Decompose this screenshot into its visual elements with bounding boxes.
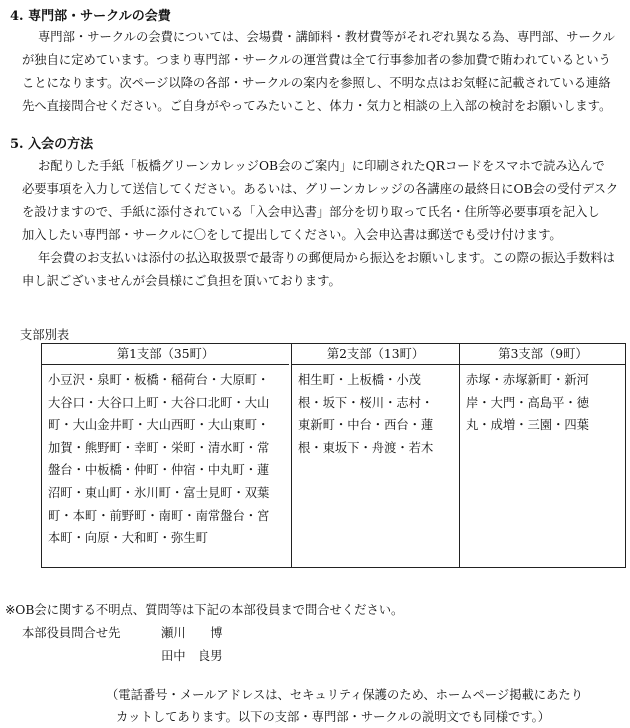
- contact-name: 田中 良男: [161, 649, 223, 663]
- town-list-line: 赤塚・赤塚新町・新河: [466, 373, 589, 387]
- branch-3-column: [459, 344, 626, 567]
- town-list-line: 大谷口・大谷口上町・大谷口北町・大山: [48, 395, 270, 410]
- town-list-line: 丸・成増・三園・四葉: [466, 418, 589, 433]
- town-list-line: 町・大山金井町・大山西町・大山東町・: [48, 418, 270, 433]
- contact-name: 瀬川 博: [161, 626, 223, 640]
- branch-1-header: 第1支部（35町）: [42, 344, 289, 365]
- branch-table-caption: 支部別表: [20, 328, 70, 342]
- contact-label: 本部役員問合せ先: [22, 626, 121, 640]
- town-list-line: 本町・向原・大和町・弥生町: [48, 531, 208, 546]
- section-5-heading: 5. 入会の方法: [10, 137, 94, 152]
- section-5-line: を設けますので、手紙に添付されている「入会申込書」部分を切り取って氏名・住所等必要事項を記入し: [22, 205, 600, 219]
- footer-note-line: （電話番号・メールアドレスは、セキュリティ保護のため、ホームページ掲載にあたり: [106, 688, 583, 702]
- branch-3-towns: [466, 369, 622, 437]
- contact-note: ※OB会に関する不明点、質問等は下記の本部役員まで問合せください。: [5, 603, 404, 617]
- town-list-line: 岸・大門・高島平・徳: [466, 395, 589, 410]
- town-list-line: 東新町・中台・西台・蓮: [298, 418, 434, 433]
- branch-2-towns: [298, 369, 455, 459]
- section-5-line: 加入したい専門部・サークルに〇をして提出してください。入会申込書は郵送でも受け付けます。: [22, 228, 562, 242]
- footer-note-line: カットしてあります。以下の支部・専門部・サークルの説明文でも同様です。）: [116, 710, 551, 724]
- branch-2-header: 第2支部（13町）: [292, 344, 459, 365]
- town-list-line: 町・本町・前野町・南町・南常盤台・宮: [48, 508, 270, 523]
- branch-1-column: [42, 344, 289, 567]
- town-list-line: 根・東坂下・舟渡・若木: [298, 440, 434, 455]
- section-4-line: が独自に定めています。つまり専門部・サークルの運営費は全て行事参加者の参加費で賄われているという: [22, 53, 611, 67]
- section-4-line: ことになります。次ページ以降の各部・サークルの案内を参照し、不明な点はお気軽に記載されている連絡: [22, 76, 611, 90]
- town-list-line: 盤台・中板橋・仲町・仲宿・中丸町・蓮: [48, 463, 270, 478]
- town-list-line: 沼町・東山町・氷川町・富士見町・双葉: [48, 485, 270, 500]
- town-list-line: 相生町・上板橋・小茂: [298, 373, 421, 387]
- section-5-line: お配りした手紙「板橋グリーンカレッジOB会のご案内」に印刷されたQRコードをスマホで読み込んで: [38, 159, 605, 173]
- section-4-heading: 4. 専門部・サークルの会費: [10, 9, 171, 24]
- town-list-line: 小豆沢・泉町・板橋・稲荷台・大原町・: [48, 373, 270, 387]
- section-5-line: 必要事項を入力して送信してください。あるいは、グリーンカレッジの各講座の最終日にOB会の受付デスク: [22, 182, 619, 196]
- section-5-line: 年会費のお支払いは添付の払込取扱票で最寄りの郵便局から振込をお願いします。この際の振込手数料は: [38, 251, 615, 265]
- branch-2-column: [291, 344, 459, 567]
- branch-table: [41, 343, 626, 568]
- branch-3-header: 第3支部（9町）: [460, 344, 626, 365]
- section-4-line: 先へ直接問合せください。ご自身がやってみたいこと、体力・気力と相談の上入部の検討をお願いします。: [22, 99, 612, 113]
- section-5-line: 申し訳ございませんが会員様にご負担を頂いております。: [22, 274, 341, 288]
- town-list-line: 根・坂下・桜川・志村・: [298, 395, 434, 410]
- branch-1-towns: [48, 369, 285, 550]
- town-list-line: 加賀・熊野町・幸町・栄町・清水町・常: [48, 440, 270, 455]
- section-4-line: 専門部・サークルの会費については、会場費・講師料・教材費等がそれぞれ異なる為、専門部、サークル: [38, 30, 615, 44]
